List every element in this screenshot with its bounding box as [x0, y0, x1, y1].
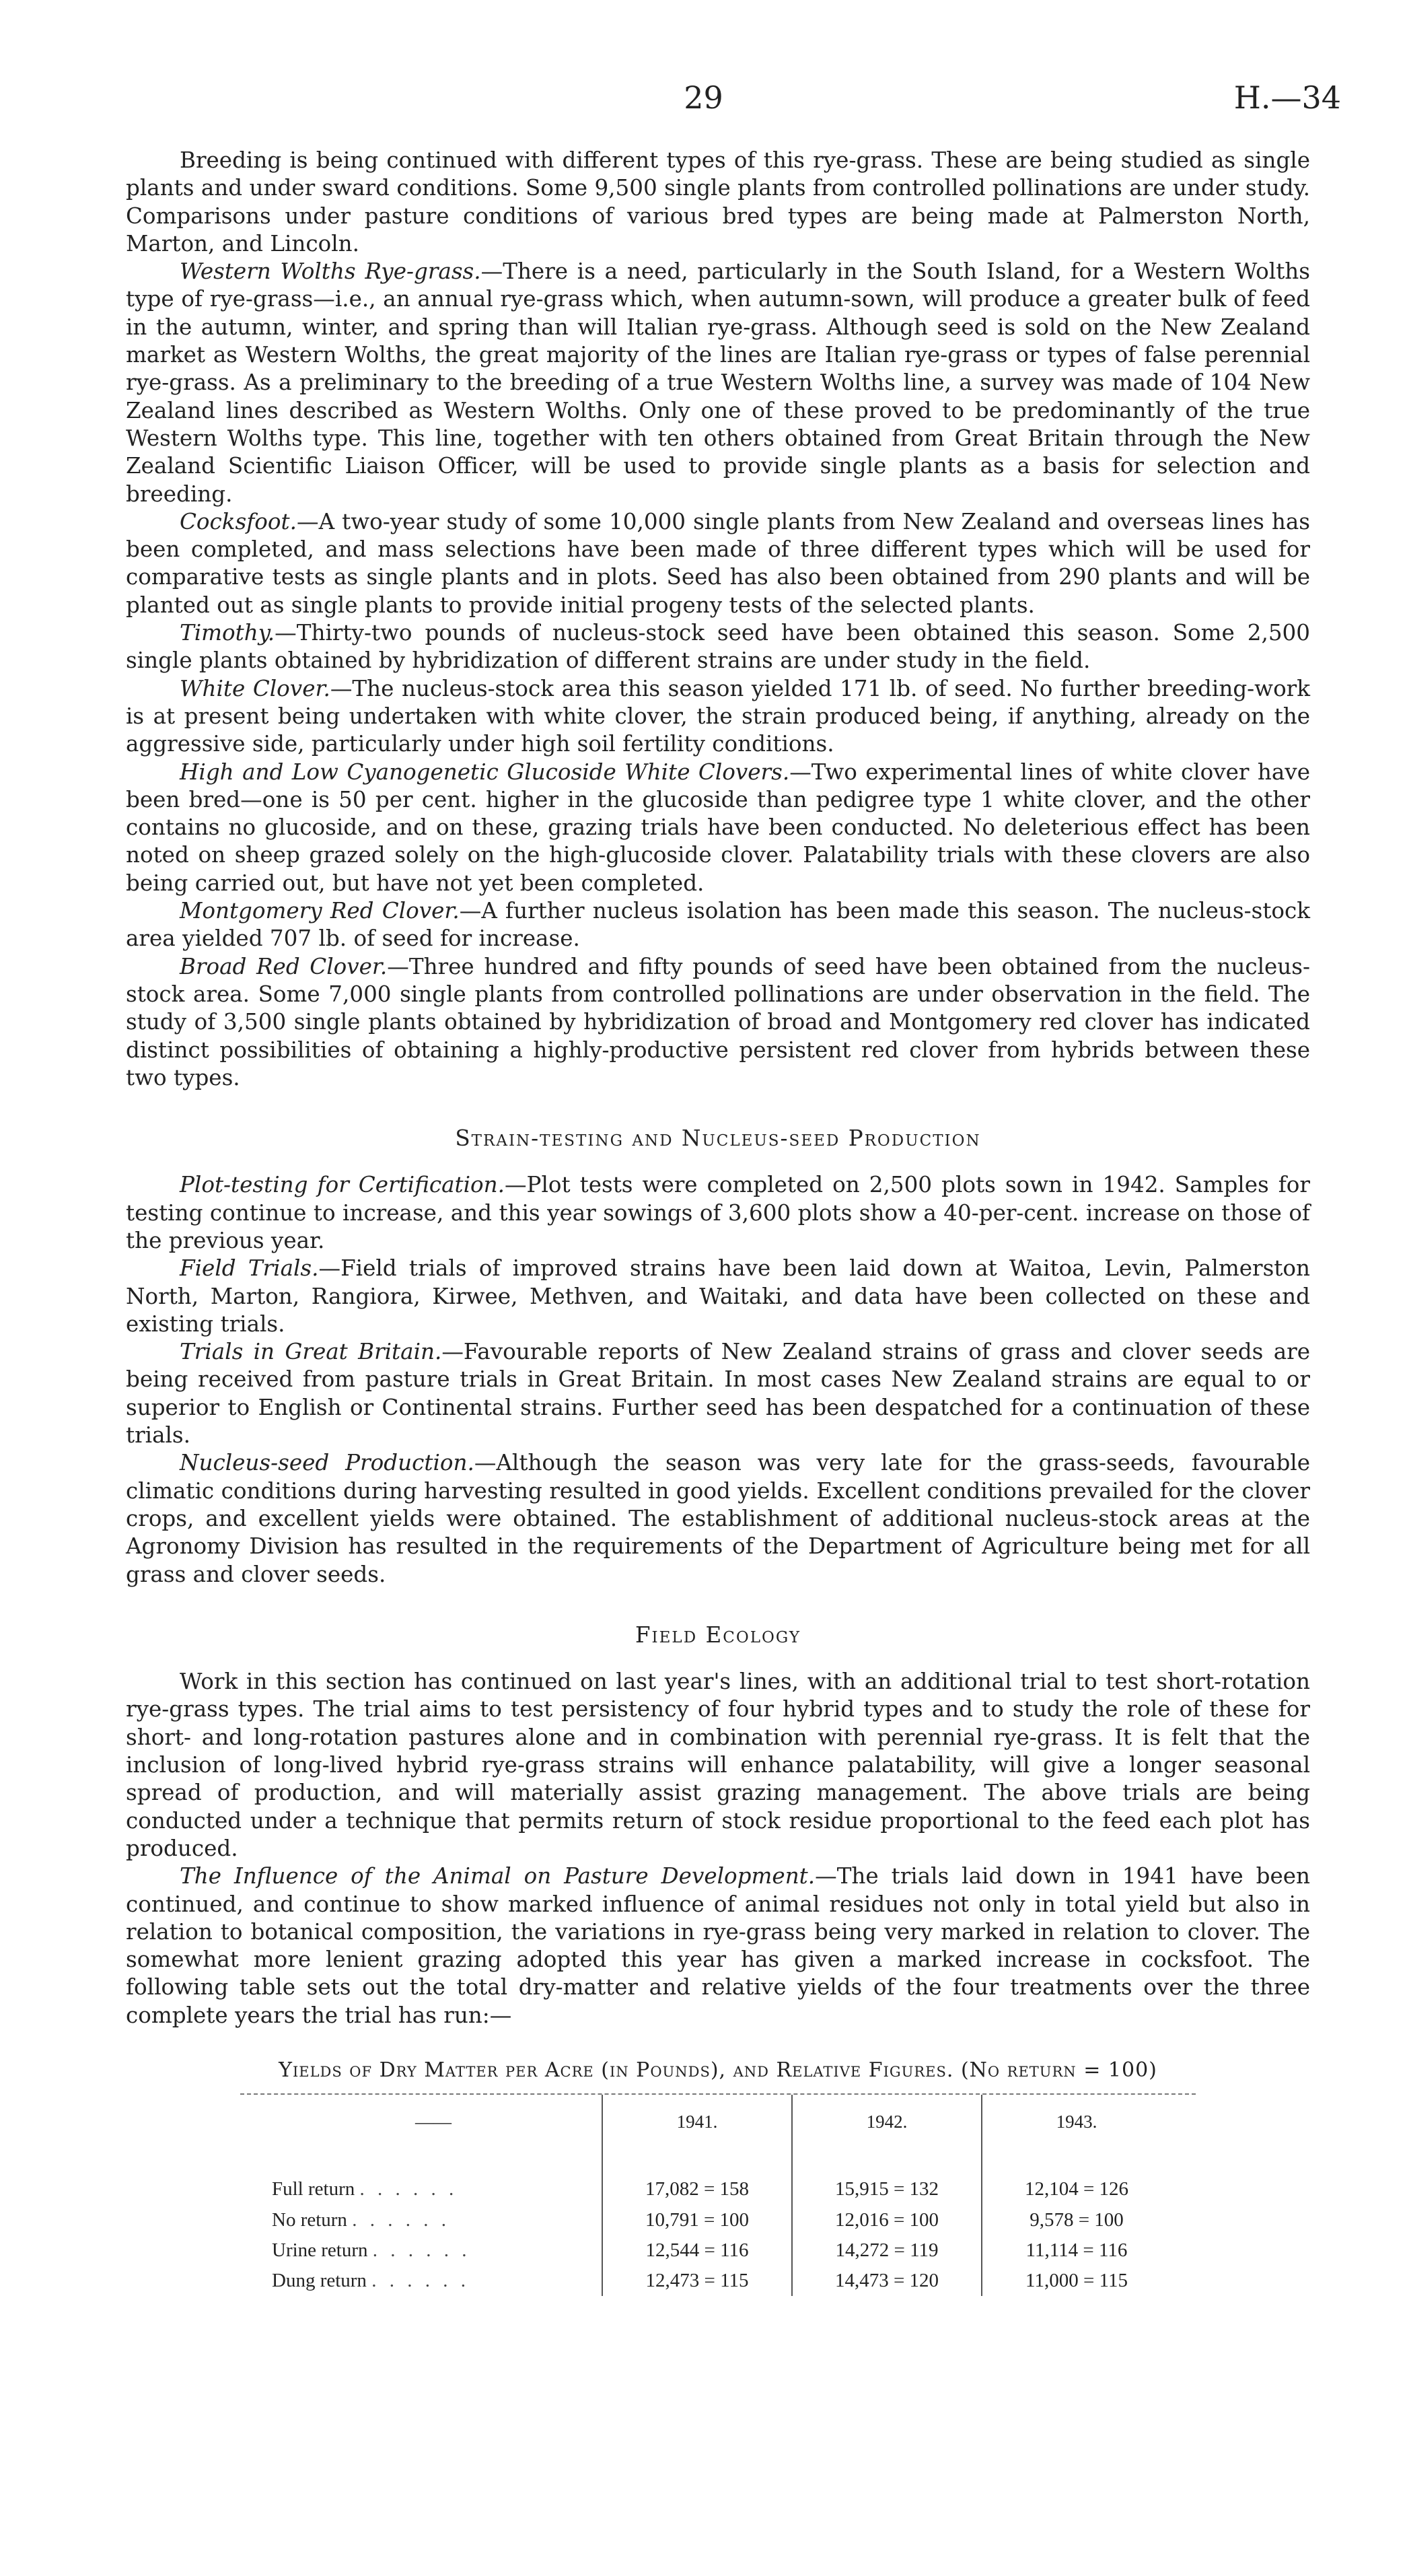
field-ecology-section — [126, 1668, 1310, 2029]
table-cell: 11,000 = 115 — [982, 2266, 1171, 2296]
section-heading: Field Ecology — [635, 1622, 801, 1648]
table-corner: —— — [415, 2111, 452, 2132]
table-header-row — [265, 2095, 1171, 2149]
table-cell: 10,791 = 100 — [602, 2205, 792, 2235]
document-body — [126, 147, 1310, 2296]
row-label: Urine return . . . . . . — [272, 2239, 471, 2261]
table-cell: 12,016 = 100 — [792, 2205, 982, 2235]
table-cell: 14,272 = 119 — [792, 2235, 982, 2266]
table-cell: 9,578 = 100 — [982, 2205, 1171, 2235]
page-number: 29 — [684, 79, 723, 116]
paragraph: Breeding is being continued with different types of this rye-grass. These are being studied as single plants and under sward conditions. Some 9,500 single plants from controlled pollinations are under study. Comparisons under pasture conditions of various bred types are being made at Palmerston North, Marton, and Lincoln. — [126, 147, 1310, 256]
table-row — [265, 2266, 1171, 2296]
paragraph: Nucleus-seed Production.—Although the season was very late for the grass-seeds, favourable climatic conditions during harvesting resulted in good yields. Excellent conditions prevailed for the clover crops, and excellent yields were obtained. The establishment of additional nucleus-stock areas at the Agronomy Division has resulted in the requirements of the Department of Agriculture being met for all grass and clover seeds. — [126, 1450, 1311, 1587]
column-header: 1941. — [602, 2095, 792, 2149]
paragraph: Montgomery Red Clover.—A further nucleus isolation has been made this season. The nucleus-stock area yielded 707 lb. of seed for increase. — [126, 898, 1311, 952]
paragraph: White Clover.—The nucleus-stock area this season yielded 171 lb. of seed. No further breeding-work is at present being undertaken with white clover, the strain produced being, if anything, already on the aggressive side, particularly under high soil fertility conditions. — [126, 675, 1310, 757]
paragraph: Trials in Great Britain.—Favourable reports of New Zealand strains of grass and clover seeds are being received from pasture trials in Great Britain. In most cases New Zealand strains are equal to or superior to English or Continental strains. Further seed has been despatched for a continuation of these trials. — [126, 1339, 1310, 1449]
row-label: Full return . . . . . . — [272, 2178, 458, 2200]
document-reference: H.—34 — [1233, 79, 1341, 116]
intro-section — [126, 147, 1310, 1092]
table-cell: 12,104 = 126 — [982, 2149, 1171, 2204]
paragraph: Work in this section has continued on last year's lines, with an additional trial to test short-rotation rye-grass types. The trial aims to test persistency of four hybrid types and to study the role of these for short- and long-rotation pastures alone and in combination with perennial rye-grass. It is felt that the inclusion of long-lived hybrid rye-grass strains will enhance palatability, will give a longer seasonal spread of production, and will materially assist grazing management. The above trials are being conducted under a technique that permits return of stock residue proportional to the feed each plot has produced. — [126, 1669, 1310, 1861]
column-header: 1942. — [792, 2095, 982, 2149]
strain-testing-section — [126, 1171, 1310, 1588]
row-label: No return . . . . . . — [272, 2208, 450, 2231]
yields-table — [265, 2095, 1171, 2296]
table-cell: 12,544 = 116 — [602, 2235, 792, 2266]
paragraph: High and Low Cyanogenetic Glucoside White Clovers.—Two experimental lines of white clover have been bred—one is 50 per cent. higher in the glucoside than pedigree type 1 white clover, and the other contains no glucoside, and on these, grazing trials have been conducted. No deleterious effect has been noted on sheep grazed solely on the high-glucoside clover. Palatability trials with these clovers are also being carried out, but have not yet been completed. — [126, 759, 1310, 896]
paragraph: Field Trials.—Field trials of improved strains have been laid down at Waitoa, Levin, Palmerston North, Marton, Rangiora, Kirwee, Methven, and Waitaki, and data have been collected on these and existing trials. — [126, 1255, 1310, 1337]
table-row — [265, 2149, 1171, 2204]
section-heading: Strain-testing and Nucleus-seed Production — [455, 1125, 981, 1152]
paragraph: Plot-testing for Certification.—Plot tests were completed on 2,500 plots sown in 1942. Samples for testing continue to increase, and this year sowings of 3,600 plots show a 40-per-cent. increase on those of the previous year. — [126, 1172, 1310, 1253]
table-cell: 12,473 = 115 — [602, 2266, 792, 2296]
table-row — [265, 2205, 1171, 2235]
paragraph: Western Wolths Rye-grass.—There is a need, particularly in the South Island, for a Western Wolths type of rye-grass—i.e., an annual rye-grass which, when autumn-sown, will produce a greater bulk of feed in the autumn, winter, and spring than will Italian rye-grass. Although seed is sold on the New Zealand market as Western Wolths, the great majority of the lines are Italian rye-grass or types of false perennial rye-grass. As a preliminary to the breeding of a true Western Wolths line, a survey was made of 104 New Zealand lines described as Western Wolths. Only one of these proved to be predominantly of the true Western Wolths type. This line, together with ten others obtained from Great Britain through the New Zealand Scientific Liaison Officer, will be used to provide single plants as a basis for selection and breeding. — [126, 258, 1310, 507]
column-header: 1943. — [982, 2095, 1171, 2149]
table-cell: 11,114 = 116 — [982, 2235, 1171, 2266]
table-row — [265, 2235, 1171, 2266]
table-cell: 15,915 = 132 — [792, 2149, 982, 2204]
paragraph: The Influence of the Animal on Pasture Development.—The trials laid down in 1941 have been continued, and continue to show marked influence of animal residues not only in total yield but also in relation to botanical composition, the variations in rye-grass being very marked in relation to clover. The somewhat more lenient grazing adopted this year has given a marked increase in cocksfoot. The following table sets out the total dry-matter and relative yields of the four treatments over the three complete years the trial has run:— — [126, 1863, 1310, 2028]
paragraph: Broad Red Clover.—Three hundred and fifty pounds of seed have been obtained from the nucleus-stock area. Some 7,000 single plants from controlled pollinations are under observation in the field. The study of 3,500 single plants obtained by hybridization of broad and Montgomery red clover has indicated distinct possibilities of obtaining a highly-productive persistent red clover from hybrids between these two types. — [126, 953, 1310, 1090]
table-cell: 14,473 = 120 — [792, 2266, 982, 2296]
paragraph: Cocksfoot.—A two-year study of some 10,000 single plants from New Zealand and overseas lines has been completed, and mass selections have been made of three different types which will be used for comparative tests as single plants and in plots. Seed has also been obtained from 290 plants and will be planted out as single plants to provide initial progeny tests of the selected plants. — [126, 508, 1310, 618]
table-cell: 17,082 = 158 — [602, 2149, 792, 2204]
row-label: Dung return . . . . . . — [272, 2270, 470, 2292]
table-caption: Yields of Dry Matter per Acre (in Pounds), and Relative Figures. (No return = 100) — [279, 2058, 1157, 2082]
paragraph: Timothy.—Thirty-two pounds of nucleus-stock seed have been obtained this season. Some 2,500 single plants obtained by hybridization of different strains are under study in the field. — [126, 620, 1310, 674]
